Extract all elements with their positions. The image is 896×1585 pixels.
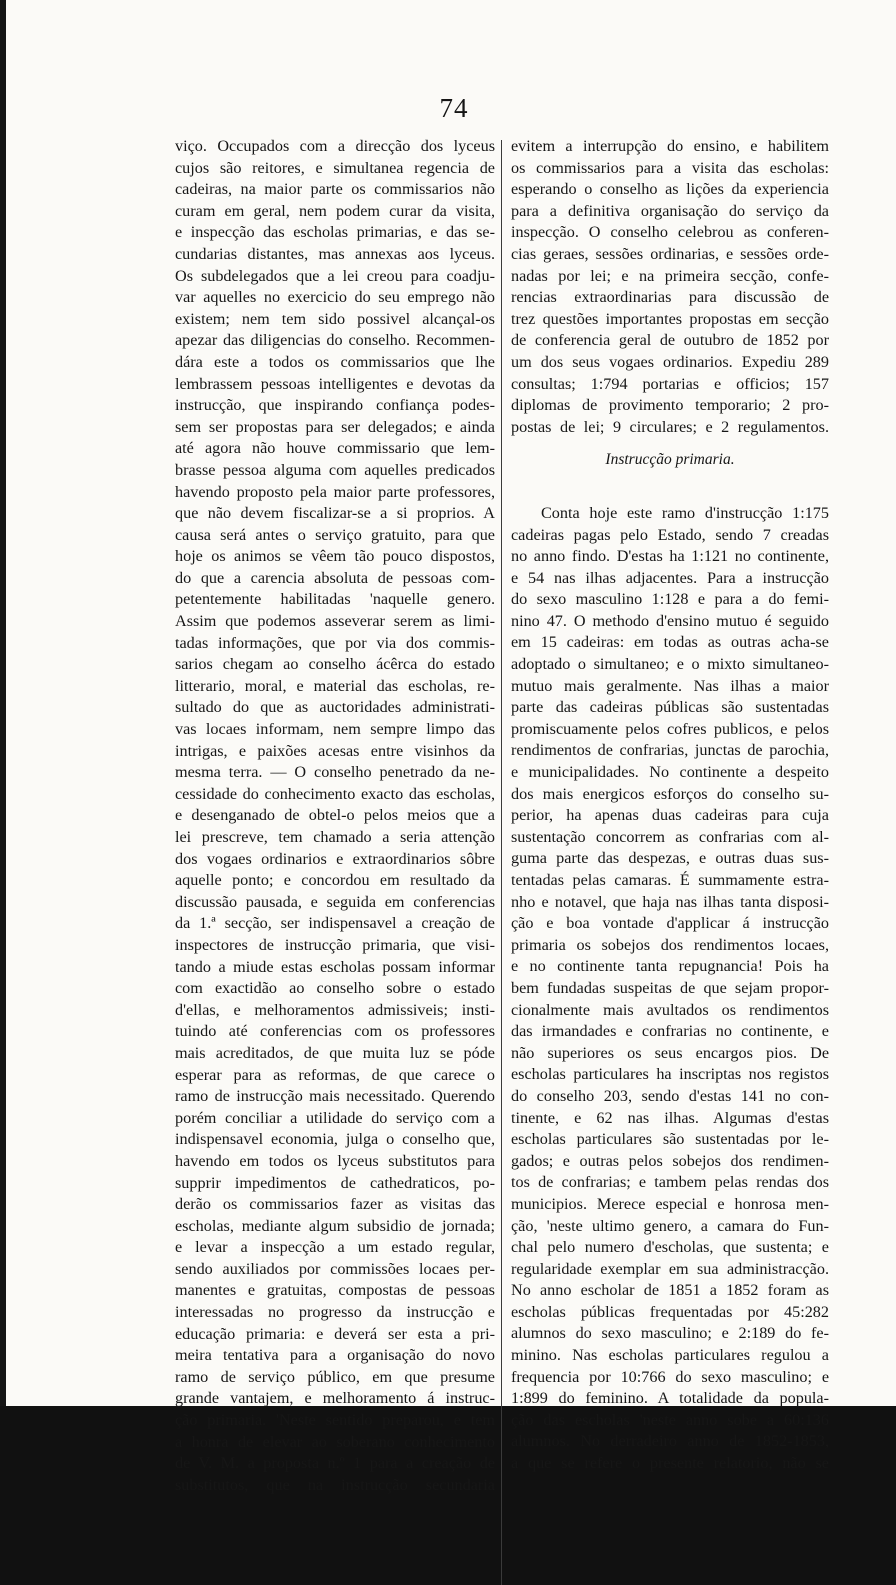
text-line: das irmandades e confrarias no continente, e xyxy=(511,1022,829,1041)
text-line: um dos seus vogaes ordinarios. Expediu 289 xyxy=(511,352,829,371)
text-line: os commissarios para a visita das escholas: xyxy=(511,158,829,177)
left-column xyxy=(175,136,495,1496)
text-line: escholas particulares ha inscriptas nos registos xyxy=(511,1065,829,1084)
page-number: 74 xyxy=(439,93,469,123)
text-line: chal pelo numero d'escholas, que sustenta; e xyxy=(511,1238,829,1257)
text-line: causa será antes o serviço gratuito, para que xyxy=(175,525,495,544)
text-line: aquelle ponto; e concordou em resultado da xyxy=(175,871,495,890)
text-line: inspecção. O conselho celebrou as conferen- xyxy=(511,223,829,242)
text-line: que não devem fiscalizar-se a si proprios. A xyxy=(175,504,495,523)
text-line: para a definitiva organisação do serviço da xyxy=(511,201,829,220)
text-line: cujos são reitores, e simultanea regencia de xyxy=(175,158,495,177)
text-line: alumnos. No derradeiro anno de 1852-1853, xyxy=(511,1432,829,1451)
section-heading: Instrucção primaria. xyxy=(605,451,735,469)
text-line: do sexo masculino 1:128 e para a do femi- xyxy=(511,590,829,609)
text-line: mesma terra. — O conselho penetrado da ne- xyxy=(175,763,495,782)
text-line: sarios chegam ao conselho ácêrca do estado xyxy=(175,655,495,674)
text-line: havendo proposto pela maior parte professores, xyxy=(175,482,495,501)
text-line: tuindo até conferencias com os professores xyxy=(175,1022,495,1041)
text-line: nho e notavel, que haja nas ilhas tanta disposi- xyxy=(511,892,829,911)
text-line: viço. Occupados com a direcção dos lyceus xyxy=(175,137,495,155)
text-line: dos vogaes ordinarios e extraordinarios sôbre xyxy=(175,849,495,868)
text-line: tinente, e 62 nas ilhas. Algumas d'estas xyxy=(511,1108,829,1127)
text-line: de conferencia geral de outubro de 1852 por xyxy=(511,331,829,350)
text-line: cias geraes, sessões ordinarias, e sessões orde- xyxy=(511,244,829,263)
text-line: tos de confrarias; e tambem pelas rendas dos xyxy=(511,1173,829,1192)
text-line: do que a carencia absoluta de pessoas com- xyxy=(175,568,495,587)
text-line: havendo em todos os lyceus substitutos para xyxy=(175,1151,495,1170)
text-line: 1:899 do feminino. A totalidade da popula- xyxy=(511,1389,829,1408)
text-line: cadeiras pagas pelo Estado, sendo 7 creadas xyxy=(511,525,829,544)
text-line: sultado do que as auctoridades administrati- xyxy=(175,698,495,717)
text-line: meira tentativa para a organisação do novo xyxy=(175,1346,495,1365)
text-line: d'ellas, e melhoramentos admissiveis; insti- xyxy=(175,1000,495,1019)
text-line: curam em geral, nem podem curar da visita, xyxy=(175,201,495,220)
text-line: grande vantajem, e melhoramento á instruc- xyxy=(175,1389,495,1408)
text-line: ção primaria. 'Neste sentido preparou, e tem xyxy=(175,1411,495,1430)
text-line: da 1.ª secção, ser indispensavel a creação de xyxy=(175,914,495,933)
text-line: diplomas de provimento temporario; 2 pro- xyxy=(511,396,829,415)
text-line: escholas públicas frequentadas por 45:282 xyxy=(511,1302,829,1321)
text-line: discussão pausada, e seguida em conferencias xyxy=(175,892,495,911)
text-line: manentes e gratuitas, compostas de pessoas xyxy=(175,1281,495,1300)
text-line: primaria os sobejos dos rendimentos locaes, xyxy=(511,935,829,954)
text-line: Os subdelegados que a lei creou para coadju- xyxy=(175,266,495,285)
text-line: evitem a interrupção do ensino, e habilitem xyxy=(511,137,829,155)
text-line: esperar para as reformas, de que carece o xyxy=(175,1065,495,1084)
text-line: cessidade do conhecimento exacto das escholas, xyxy=(175,784,495,803)
text-line: guma parte das despezas, e outras duas sus- xyxy=(511,849,829,868)
text-line: dára este a todos os commissarios que lhe xyxy=(175,352,495,371)
text-line: postas de lei; 9 circulares; e 2 regulamentos. xyxy=(511,417,829,436)
text-line: sustentação concorrem as confrarias com al- xyxy=(511,827,829,846)
text-line: e 54 nas ilhas adjacentes. Para a instrucção xyxy=(511,568,829,587)
right-column xyxy=(511,136,829,1475)
text-line: substitutos, que na instrucção secundaria xyxy=(175,1475,495,1494)
text-line: e inspecção das escholas primarias, e das se- xyxy=(175,223,495,242)
text-line: parte das cadeiras públicas são sustentadas xyxy=(511,698,829,717)
text-line: tentadas pelas camaras. É summamente estra- xyxy=(511,871,829,889)
text-line: adoptado o simultaneo; e o mixto simultaneo- xyxy=(511,655,829,674)
text-line: até agora não houve commissario que lem- xyxy=(175,439,495,458)
text-line: a que se refere o presente relatorio, não se xyxy=(511,1454,829,1473)
text-line: No anno escholar de 1851 a 1852 foram as xyxy=(511,1281,829,1300)
text-line: cionalmente mais avultados os rendimentos xyxy=(511,1000,829,1019)
text-line: litterario, moral, e material das escholas, re- xyxy=(175,676,495,695)
text-line: a honra de elevar ao soberano conhecimento xyxy=(175,1432,495,1451)
text-line: e levar a inspecção a um estado regular, xyxy=(175,1238,495,1257)
text-line: cundarias distantes, mas annexas aos lyceus. xyxy=(175,244,495,263)
text-line: regularidade exemplar em sua administracção. xyxy=(511,1259,829,1278)
text-line: escholas, mediante algum subsidio de jornada; xyxy=(175,1216,495,1235)
text-line: esperando o conselho as lições da experiencia xyxy=(511,180,829,199)
text-line: de V. M. a proposta n.º 1 para a creação de xyxy=(175,1454,495,1473)
text-line: brasse pessoa alguma com aquelles predicados xyxy=(175,460,495,479)
text-line: gados; e outras pelos sobejos dos rendimen- xyxy=(511,1151,829,1170)
text-line: ramo de instrucção mais necessitado. Querendo xyxy=(175,1087,495,1106)
text-line: porém conciliar a utilidade do serviço com a xyxy=(175,1108,495,1127)
text-line: ramo de serviço público, em que presume xyxy=(175,1367,495,1386)
text-line: educação primaria: e deverá ser esta a pri- xyxy=(175,1324,495,1343)
text-line: supprir impedimentos de cathedraticos, po- xyxy=(175,1173,495,1192)
text-line: municipios. Merece especial e honrosa men- xyxy=(511,1194,829,1213)
text-line: cadeiras, na maior parte os commissarios não xyxy=(175,180,495,199)
text-line: e no continente tanta repugnancia! Pois ha xyxy=(511,957,829,976)
text-line: hoje os animos se vêem tão pouco dispostos, xyxy=(175,547,495,566)
text-line: mutuo mais geralmente. Nas ilhas a maior xyxy=(511,676,829,695)
text-line: promiscuamente pelos cofres publicos, e pelos xyxy=(511,719,829,738)
text-line: no anno findo. D'estas ha 1:121 no continente, xyxy=(511,547,829,566)
text-line: Assim que podemos asseverar serem as limi- xyxy=(175,612,495,631)
column-divider xyxy=(501,140,502,1585)
right-column-bottom xyxy=(511,503,829,1475)
text-line: nadas por lei; e na primeira secção, confe- xyxy=(511,266,829,285)
text-line: inspectores de instrucção primaria, que visi- xyxy=(175,935,495,954)
text-line: dos mais energicos esforços do conselho su- xyxy=(511,784,829,803)
text-line: var aquelles no exercicio do seu emprego não xyxy=(175,288,495,307)
text-line: sem ser propostas para ser delegados; e ainda xyxy=(175,417,495,436)
text-line: nino 47. O methodo d'ensino mutuo é seguido xyxy=(511,611,829,630)
text-line: intrigas, e paixões acesas entre visinhos da xyxy=(175,741,495,760)
text-line: frequencia por 10:766 do sexo masculino; e xyxy=(511,1367,829,1386)
text-line: petentemente habilitadas 'naquelle genero. xyxy=(175,590,495,609)
text-line: interessadas no progresso da instrucção e xyxy=(175,1303,495,1322)
text-line: do conselho 203, sendo d'estas 141 no con- xyxy=(511,1086,829,1105)
right-column-top xyxy=(511,136,829,438)
text-line: consultas; 1:794 portarias e officios; 157 xyxy=(511,374,829,393)
text-line: com exactidão ao conselho sobre o estado xyxy=(175,979,495,998)
text-line: não superiores os seus encargos pios. De xyxy=(511,1043,829,1062)
text-line: existem; nem tem sido possivel alcançal-os xyxy=(175,309,495,328)
text-line: tadas informações, que por via dos commis- xyxy=(175,633,495,652)
text-line: sendo auxiliados por commissões locaes per- xyxy=(175,1259,495,1278)
text-line: Conta hoje este ramo d'instrucção 1:175 xyxy=(541,503,829,522)
text-line: e municipalidades. No continente a despeito xyxy=(511,763,829,782)
text-line: lei prescreve, tem chamado a seria attenção xyxy=(175,828,495,846)
paragraph-gap xyxy=(511,481,829,503)
text-line: ção, 'neste ultimo genero, a camara do Fun- xyxy=(511,1216,829,1235)
text-line: alumnos do sexo masculino; e 2:189 do fe- xyxy=(511,1324,829,1343)
text-line: lembrassem pessoas intelligentes e devotas da xyxy=(175,374,495,393)
text-line: e desenganado de obtel-o pelos meios que a xyxy=(175,806,495,825)
text-line: apezar das diligencias do conselho. Recommen- xyxy=(175,331,495,350)
text-line: indispensavel economia, julga o conselho que, xyxy=(175,1130,495,1149)
text-line: rendimentos de confrarias, junctas de parochia, xyxy=(511,741,829,760)
text-line: minino. Nas escholas particulares regulou a xyxy=(511,1346,829,1365)
text-line: em 15 cadeiras: em todas as outras acha-se xyxy=(511,633,829,652)
text-line: rencias extraordinarias para discussão de xyxy=(511,288,829,307)
text-line: derão os commissarios fazer as visitas das xyxy=(175,1195,495,1214)
text-line: perior, ha apenas duas cadeiras para cuja xyxy=(511,806,829,825)
text-line: trez questões importantes propostas em secção xyxy=(511,309,829,328)
text-line: instrucção, que inspirando confiança podes- xyxy=(175,396,495,415)
text-line: escholas particulares são sustentadas por le- xyxy=(511,1130,829,1149)
text-line: mais acreditados, de que muita luz se póde xyxy=(175,1043,495,1062)
text-line: vas locaes informam, nem sempre limpo das xyxy=(175,720,495,739)
text-line: ção das escholas 'neste anno sobe a 60:136 xyxy=(511,1410,829,1429)
text-line: ção e boa vontade d'applicar á instrucção xyxy=(511,914,829,933)
text-line: tando a miude estas escholas possam informar xyxy=(175,957,495,976)
text-line: bem fundadas suspeitas de que sejam propor- xyxy=(511,978,829,997)
